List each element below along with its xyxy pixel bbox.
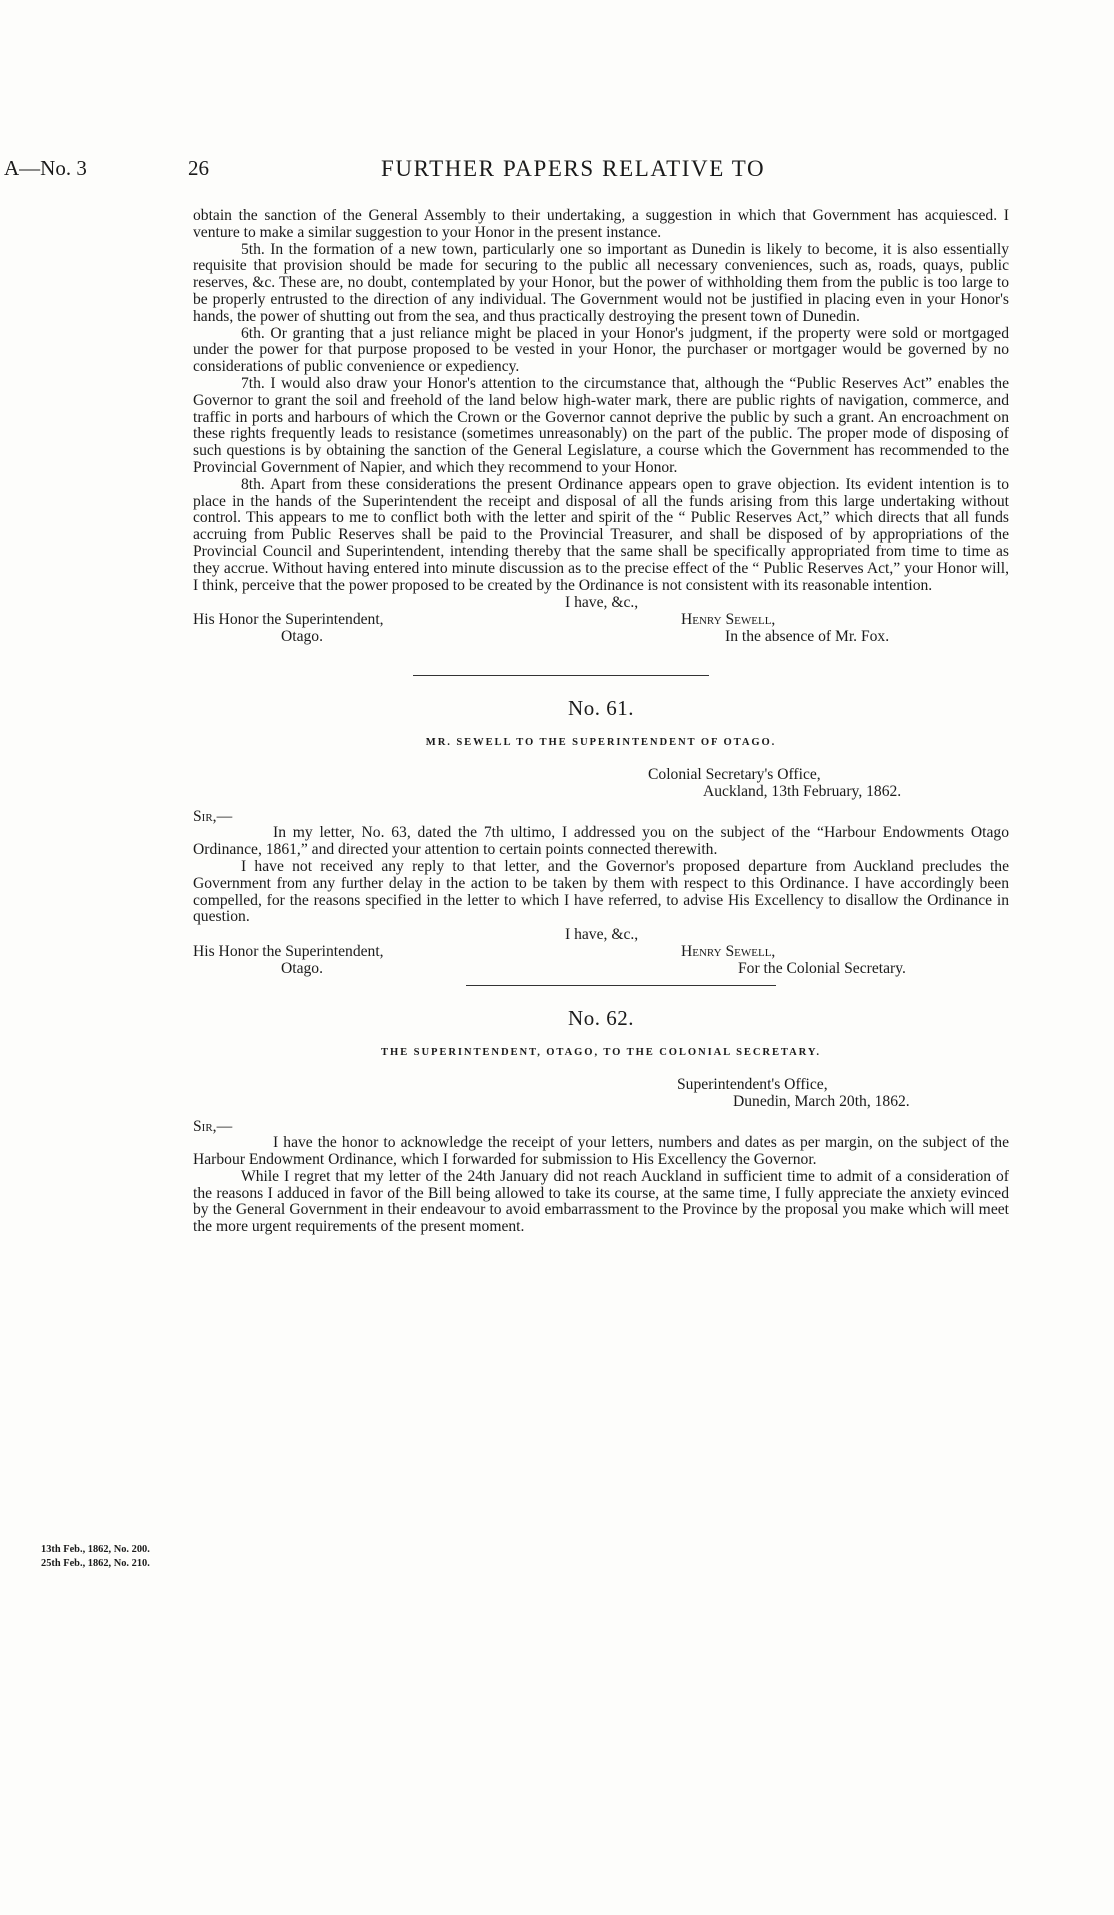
addressee-line2: Otago.	[281, 960, 324, 978]
addressee-row-2	[193, 960, 1009, 977]
addressee-line2: Otago.	[281, 628, 324, 646]
dateline-row-2	[193, 1093, 1009, 1110]
page-body	[193, 208, 1009, 1236]
closing-row	[193, 594, 1009, 611]
section-divider	[466, 985, 776, 986]
closing: I have, &c.,	[565, 594, 639, 612]
page-number: 26	[188, 156, 209, 180]
dateline-row	[193, 1076, 1009, 1093]
page-header	[0, 156, 1114, 186]
letter-number: No. 62.	[568, 1006, 634, 1031]
addressee-row	[193, 943, 1009, 960]
letter-heading: THE SUPERINTENDENT, OTAGO, TO THE COLONIAL SECRETARY.	[381, 1047, 821, 1059]
margin-note: 13th Feb., 1862, No. 200.	[41, 1544, 150, 1555]
letter-paragraph: I have not received any reply to that letter, and the Governor's proposed departure from Auckland precludes the Government from any further delay in the action to be taken by them with respect to this Ordinance. I have accordingly been compelled, for the reasons specified in the letter to which I have referred, to advise His Excellency to disallow the Ordinance in question.	[193, 857, 1009, 926]
addressee-row	[193, 611, 1009, 628]
addressee-row-2	[193, 628, 1009, 645]
continuation-paragraph: obtain the sanction of the General Assembly to their undertaking, a suggestion in which that Government has acquiesced. I venture to make a similar suggestion to your Honor in the present instance.	[193, 207, 1009, 241]
salutation: Sir,—	[193, 808, 233, 826]
closing: I have, &c.,	[565, 926, 639, 944]
letter-paragraph: While I regret that my letter of the 24th January did not reach Auckland in sufficient time to admit of a consideration of the reasons I adduced in favor of the Bill being allowed to take its course, at the same time, I fully appreciate the anxiety evinced by the General Government in their endeavour to avoid embarrassment to the Province by the proposal you make which will meet the more urgent requirements of the present moment.	[193, 1167, 1009, 1236]
paragraph-8th: 8th. Apart from these considerations the present Ordinance appears open to grave objection. Its evident intention is to place in the hands of the Superintendent the receipt and disposal of all the funds arising from this large undertaking without control. This appears to me to conflict both with the letter and spirit of the “ Public Reserves Act,” which directs that all funds accruing from Public Reserves shall be paid to the Provincial Treasurer, and shall be disposed of by appropriations of the Provincial Council and Superintendent, intending thereby that the same shall be specifically appropriated from time to time as they accrue. Without having entered into minute discussion as to the precise effect of the “ Public Reserves Act,” your Honor will, I think, perceive that the power proposed to be created by the Ordinance is not consistent with its reasonable intention.	[193, 475, 1009, 594]
place-date: Auckland, 13th February, 1862.	[703, 783, 902, 801]
running-title: FURTHER PAPERS RELATIVE TO	[381, 156, 766, 181]
letter-heading: MR. SEWELL TO THE SUPERINTENDENT OF OTAGO.	[425, 737, 777, 749]
paragraph-6th: 6th. Or granting that a just reliance might be placed in your Honor's judgment, if the property were sold or mortgaged under the power for that purpose proposed to be vested in your Honor, the purchaser or mortgager would be governed by no considerations of public convenience or expediency.	[193, 324, 1009, 376]
signature-role: For the Colonial Secretary.	[738, 960, 906, 978]
salutation: Sir,—	[193, 1118, 233, 1136]
addressee-line1: His Honor the Superintendent,	[193, 943, 384, 961]
paper-reference: A—No. 3	[4, 156, 87, 180]
signature-name: Henry Sewell,	[681, 611, 776, 629]
dateline-row	[193, 766, 1009, 783]
letter-number: No. 61.	[568, 696, 634, 721]
addressee-line1: His Honor the Superintendent,	[193, 611, 384, 629]
salutation-row	[193, 808, 1009, 825]
paragraph-7th: 7th. I would also draw your Honor's attention to the circumstance that, although the “Public Reserves Act” enables the Governor to grant the soil and freehold of the land below high-water mark, there are public rights of navigation, commerce, and traffic in ports and harbours of which the Crown or the Governor cannot deprive the public by such a grant. An encroachment on these rights frequently leads to resistance (sometimes unreasonably) on the part of the public. The proper mode of disposing of such questions is by obtaining the sanction of the General Legislature, a course which the Government has recommended to the Provincial Government of Napier, and which they recommend to your Honor.	[193, 374, 1009, 476]
signature-role: In the absence of Mr. Fox.	[725, 628, 890, 646]
place-date: Dunedin, March 20th, 1862.	[733, 1093, 910, 1111]
margin-note: 25th Feb., 1862, No. 210.	[41, 1558, 150, 1569]
dateline-row-2	[193, 783, 1009, 800]
office: Colonial Secretary's Office,	[648, 766, 821, 784]
letter-paragraph: In my letter, No. 63, dated the 7th ultimo, I addressed you on the subject of the “Harbour Endowments Otago Ordinance, 1861,” and directed your attention to certain points connected therewith.	[193, 824, 1009, 859]
section-divider	[413, 675, 709, 676]
salutation-row	[193, 1118, 1009, 1135]
paragraph-5th: 5th. In the formation of a new town, particularly one so important as Dunedin is likely to become, it is also essentially requisite that provision should be made for securing to the public all necessary conveniences, such as, roads, quays, public reserves, &c. These are, no doubt, contemplated by your Honor, but the power of withholding them from the public is too large to be properly entrusted to the direction of any individual. The Government would not be justified in placing even in your Honor's hands, the power of shutting out from the sea, and thus practically destroying the present town of Dunedin.	[193, 240, 1009, 325]
letter-paragraph: I have the honor to acknowledge the receipt of your letters, numbers and dates as per margin, on the subject of the Harbour Endowment Ordinance, which I forwarded for submission to His Excellency the Governor.	[193, 1134, 1009, 1168]
office: Superintendent's Office,	[677, 1076, 828, 1094]
signature-name: Henry Sewell,	[681, 943, 776, 961]
closing-row	[193, 926, 1009, 943]
